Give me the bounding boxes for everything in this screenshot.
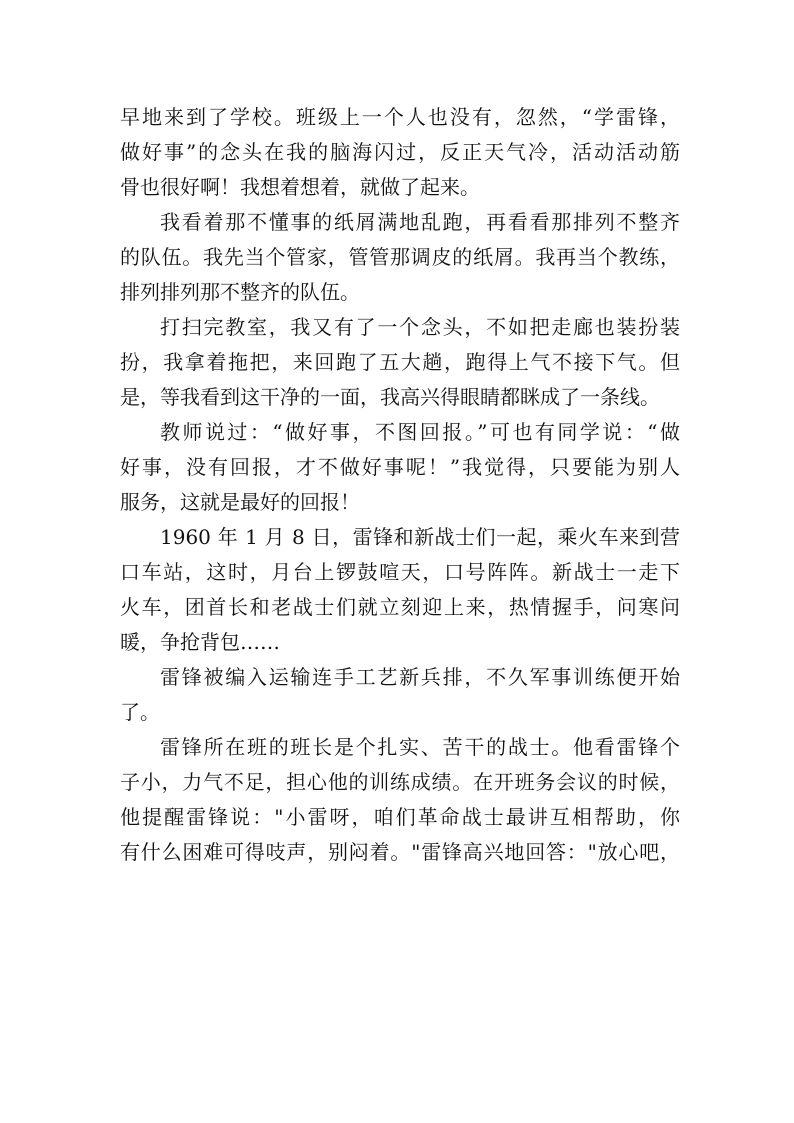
text-line: 我看着那不懂事的纸屑满地乱跑，再看看那排列不整齐: [160, 210, 680, 234]
text-line: 暖，争抢背包……: [120, 630, 280, 654]
text-line: 排列排列那不整齐的队伍。: [120, 280, 360, 304]
paragraph-1: [120, 100, 680, 205]
text-line: 扮，我拿着拖把，来回跑了五大趟，跑得上气不接下气。但: [120, 350, 680, 374]
text-line: 雷锋所在班的班长是个扎实、苦干的战士。他看雷锋个: [160, 735, 680, 759]
text-line: 服务，这就是最好的回报！: [120, 490, 360, 514]
text-line: 做好事”的念头在我的脑海闪过，反正天气冷，活动活动筋: [120, 140, 680, 164]
paragraph-4: [120, 415, 680, 520]
text-line: 好事，没有回报，才不做好事呢！”我觉得，只要能为别人: [120, 455, 680, 479]
text-line: 了。: [120, 700, 160, 724]
text-line: 口车站，这时，月台上锣鼓喧天，口号阵阵。新战士一走下: [120, 560, 680, 584]
text-line: 子小，力气不足，担心他的训练成绩。在开班务会议的时候，: [120, 770, 680, 794]
paragraph-6: [120, 660, 680, 730]
text-line: 早地来到了学校。班级上一个人也没有，忽然，“学雷锋，: [120, 105, 680, 129]
document-body: [120, 100, 680, 870]
paragraph-2: [120, 205, 680, 310]
paragraph-7: [120, 730, 680, 870]
text-line: 是，等我看到这干净的一面，我高兴得眼睛都眯成了一条线。: [120, 385, 660, 409]
paragraph-3: [120, 310, 680, 415]
text-line: 火车，团首长和老战士们就立刻迎上来，热情握手，问寒问: [120, 595, 680, 619]
text-line: 骨也很好啊！我想着想着，就做了起来。: [120, 175, 480, 199]
text-line: 1960 年 1 月 8 日，雷锋和新战士们一起，乘火车来到营: [160, 525, 680, 549]
paragraph-5: [120, 520, 680, 660]
text-line: 教师说过：“做好事，不图回报。”可也有同学说：“做: [160, 420, 680, 444]
text-line: 有什么困难可得吱声，别闷着。"雷锋高兴地回答："放心吧，: [120, 840, 680, 864]
text-line: 的队伍。我先当个管家，管管那调皮的纸屑。我再当个教练，: [120, 245, 680, 269]
text-line: 他提醒雷锋说："小雷呀，咱们革命战士最讲互相帮助，你: [120, 805, 680, 829]
text-line: 打扫完教室，我又有了一个念头，不如把走廊也装扮装: [160, 315, 680, 339]
text-line: 雷锋被编入运输连手工艺新兵排，不久军事训练便开始: [160, 665, 680, 689]
